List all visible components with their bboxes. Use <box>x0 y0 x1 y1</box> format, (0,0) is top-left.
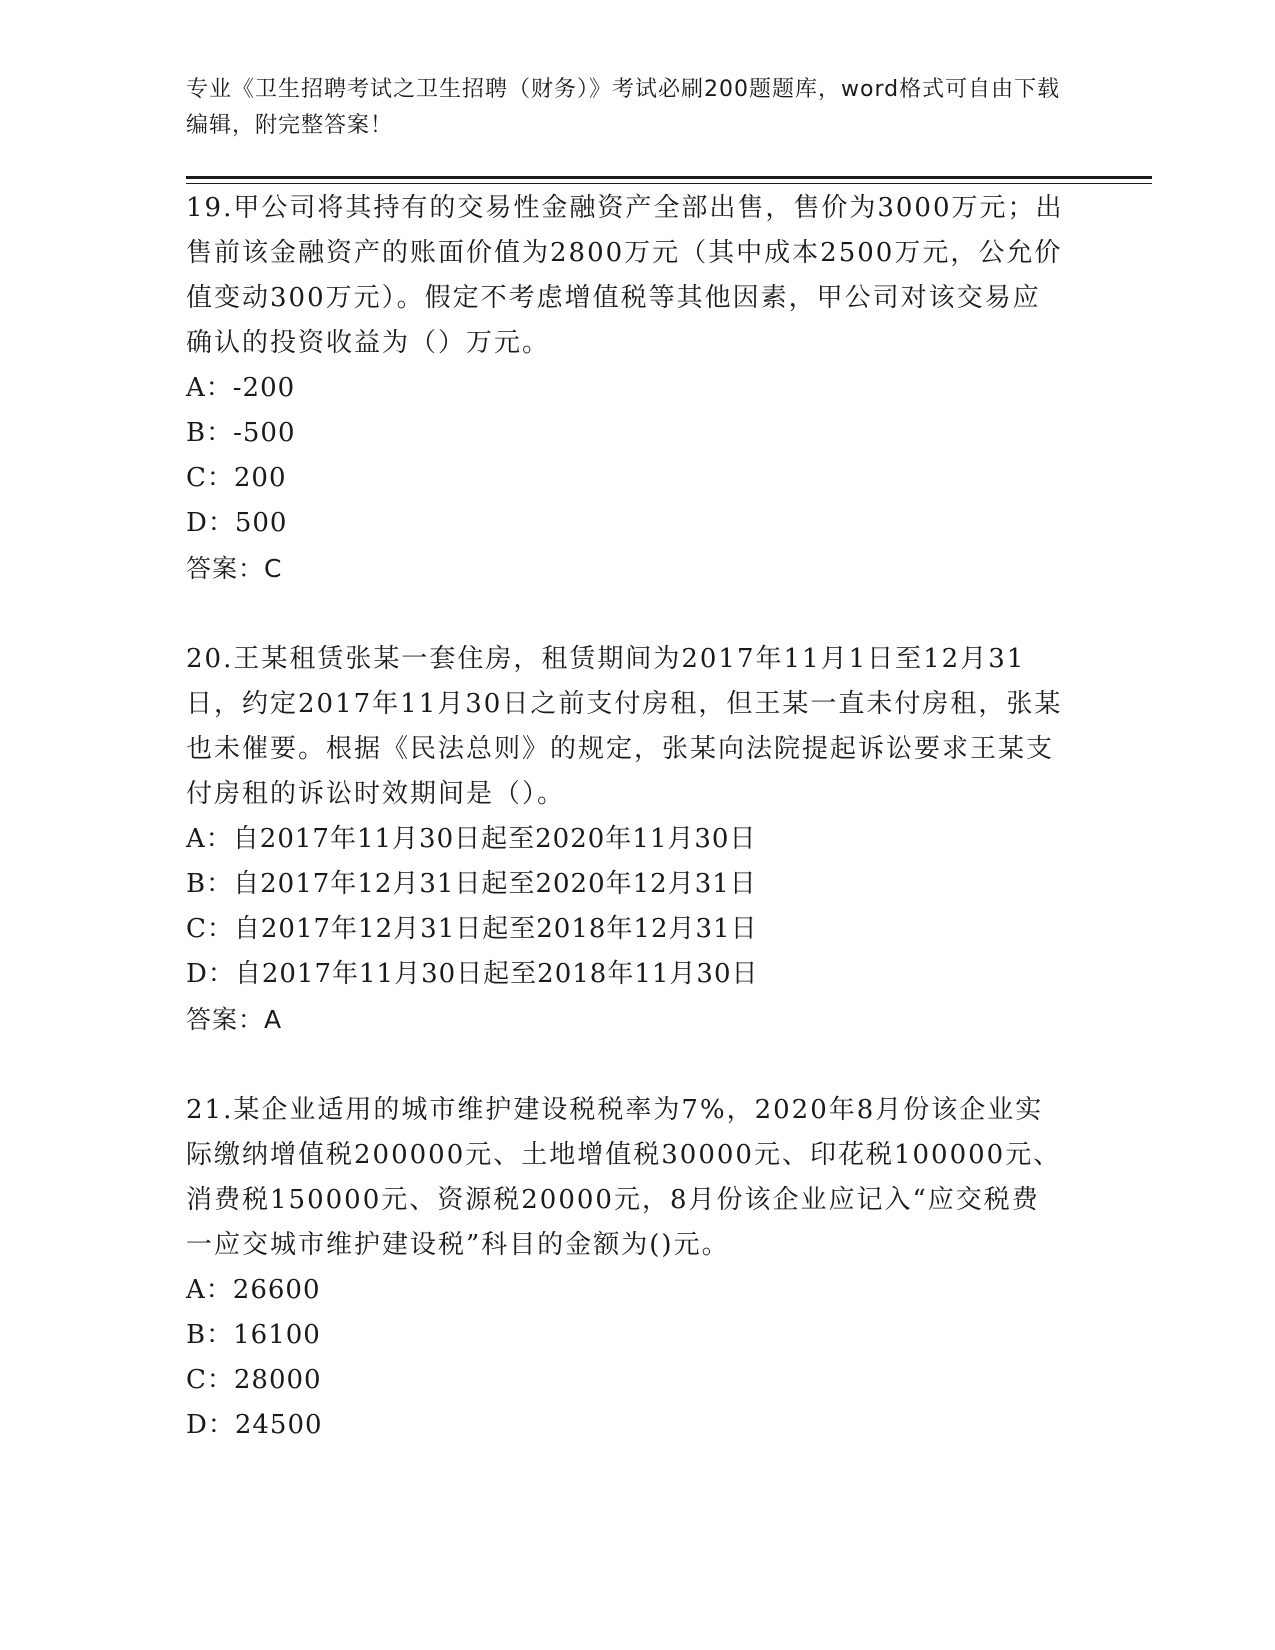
question-text: 19.甲公司将其持有的交易性金融资产全部出售，售价为3000万元；出售前该金融资产的账面价值为2800万元（其中成本2500万元，公允价值变动300万元）。假定不考虑增值税等其他因素，甲公司对该交易应确认的投资收益为（）万元。 <box>186 193 1064 358</box>
option-b: B：-500 <box>186 418 296 448</box>
option-b: B：自2017年12月31日起至2020年12月31日 <box>186 869 757 899</box>
question-text: 21.某企业适用的城市维护建设税税率为7%，2020年8月份该企业实际缴纳增值税200000元、土地增值税30000元、印花税100000元、消费税150000元、资源税20000元，8月份该企业应记入“应交税费一应交城市维护建设税”科目的金额为()元。 <box>186 1095 1062 1260</box>
option-b: B：16100 <box>186 1320 321 1350</box>
option-a: A：26600 <box>186 1275 321 1305</box>
header-divider-thick <box>186 176 1152 179</box>
question-text: 20.王某租赁张某一套住房，租赁期间为2017年11月1日至12月31日，约定2017年11月30日之前支付房租，但王某一直未付房租，张某也未催要。根据《民法总则》的规定，张某向法院提起诉讼要求王某支付房租的诉讼时效期间是（）。 <box>186 644 1063 809</box>
question-19 <box>186 186 1066 591</box>
question-21 <box>186 1088 1066 1448</box>
option-c: C：28000 <box>186 1365 322 1395</box>
answer: 答案：A <box>186 1005 283 1034</box>
option-d: D：500 <box>186 508 288 538</box>
option-a: A：-200 <box>186 373 296 403</box>
option-d: D：24500 <box>186 1410 323 1440</box>
option-a: A：自2017年11月30日起至2020年11月30日 <box>186 824 757 854</box>
question-20 <box>186 637 1066 1042</box>
header-divider-thin <box>186 183 1152 184</box>
document-header: 专业《卫生招聘考试之卫生招聘（财务）》考试必刷200题题库，word格式可自由下载编辑，附完整答案！ <box>186 77 1061 138</box>
option-d: D：自2017年11月30日起至2018年11月30日 <box>186 959 759 989</box>
answer: 答案：C <box>186 554 283 583</box>
option-c: C：200 <box>186 463 287 493</box>
option-c: C：自2017年12月31日起至2018年12月31日 <box>186 914 758 944</box>
